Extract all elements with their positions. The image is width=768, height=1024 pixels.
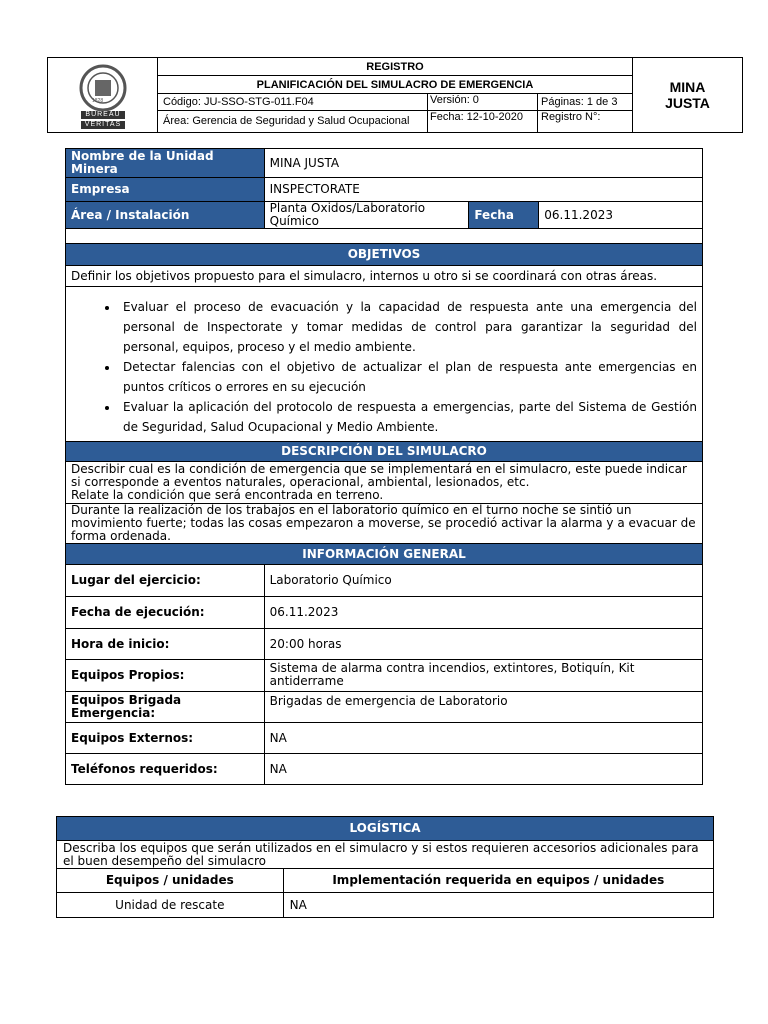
general-value: 20:00 horas — [264, 629, 702, 660]
paginas: Páginas: 1 de 3 — [538, 94, 633, 111]
codigo: Código: JU-SSO-STG-011.F04 — [158, 94, 428, 111]
objetivos-intro: Definir los objetivos propuesto para el simulacro, internos u otro si se coordinará con otras áreas. — [66, 266, 703, 287]
general-value: Laboratorio Químico — [264, 565, 702, 597]
objetivo-item: • Detectar falencias con el objetivo de actualizar el plan de respuesta ante emergencias en puntos críticos o errores en su ejecución — [119, 357, 697, 397]
general-value: NA — [264, 723, 702, 754]
objetivos-title: OBJETIVOS — [66, 244, 703, 266]
area: Área: Gerencia de Seguridad y Salud Ocupacional — [158, 111, 428, 132]
objetivos-list — [71, 297, 697, 437]
fecha-header: Fecha: 12-10-2020 — [428, 111, 538, 132]
general-value: NA — [264, 754, 702, 785]
logo-year: 1828 — [92, 98, 104, 104]
registro-numero: Registro N°: — [538, 111, 633, 132]
logistica-intro: Describa los equipos que serán utilizados en el simulacro y si estos requieren accesorios adicionales para el buen desempeño del simulacro — [57, 841, 714, 869]
descripcion-instruction-2: Relate la condición que será encontrada en terreno. — [71, 488, 384, 502]
area-label: Área / Instalación — [66, 202, 265, 229]
descripcion-title: DESCRIPCIÓN DEL SIMULACRO — [66, 442, 703, 462]
company-line-2: JUSTA — [665, 95, 710, 111]
general-label: Equipos Propios: — [66, 660, 265, 692]
general-label: Hora de inicio: — [66, 629, 265, 660]
spacer-row — [66, 229, 703, 244]
logistica-col-equipos: Equipos / unidades — [57, 869, 284, 893]
logistica-title: LOGÍSTICA — [57, 817, 714, 841]
general-value: Sistema de alarma contra incendios, extintores, Botiquín, Kit antiderrame — [264, 660, 702, 692]
unidad-value: MINA JUSTA — [264, 149, 702, 178]
descripcion-instruction-cell — [66, 462, 703, 504]
logo-text-veritas: VERITAS — [84, 121, 122, 128]
general-label: Equipos Externos: — [66, 723, 265, 754]
simulacro-form — [65, 148, 703, 785]
fecha-label: Fecha — [469, 202, 539, 229]
registro-label: REGISTRO — [158, 58, 633, 76]
descripcion-instruction: Describir cual es la condición de emergencia que se implementará en el simulacro, este puede indicar si corresponde a eventos naturales, operacional, ambiental, lesionados, etc. — [71, 462, 687, 489]
document-title: PLANIFICACIÓN DEL SIMULACRO DE EMERGENCIA — [158, 76, 633, 94]
logistica-table — [56, 816, 714, 918]
logo-cell — [48, 58, 158, 132]
document-header — [47, 57, 743, 133]
general-label: Equipos Brigada Emergencia: — [66, 692, 265, 723]
fecha-value: 06.11.2023 — [539, 202, 703, 229]
logo-text-bureau: BUREAU — [85, 111, 121, 118]
general-label: Fecha de ejecución: — [66, 597, 265, 629]
general-label: Lugar del ejercicio: — [66, 565, 265, 597]
version: Versión: 0 — [428, 94, 538, 111]
general-label: Teléfonos requeridos: — [66, 754, 265, 785]
general-value: Brigadas de emergencia de Laboratorio — [264, 692, 702, 723]
descripcion-text: Durante la realización de los trabajos en el laboratorio químico en el turno noche se sintió un movimiento fuerte; todas las cosas empezaron a moverse, se procedió activar la alarma y a evacuar de forma ordenada. — [66, 504, 703, 544]
logistica-implementacion: NA — [283, 893, 713, 918]
objetivo-item: • Evaluar la aplicación del protocolo de respuesta a emergencias, parte del Sistema de Gestión de Seguridad, Salud Ocupacional y Medio Ambiente. — [119, 397, 697, 437]
company-name — [633, 58, 742, 132]
objetivo-item: • Evaluar el proceso de evacuación y la capacidad de respuesta ante una emergencia del personal de Inspectorate y tomar medidas de control para garantizar la seguridad del personal, equipos, proceso y el medio ambiente. — [119, 297, 697, 357]
general-value: 06.11.2023 — [264, 597, 702, 629]
unidad-label: Nombre de la Unidad Minera — [66, 149, 265, 178]
general-title: INFORMACIÓN GENERAL — [66, 544, 703, 565]
area-value: Planta Oxidos/Laboratorio Químico — [264, 202, 469, 229]
logistica-col-implementacion: Implementación requerida en equipos / unidades — [283, 869, 713, 893]
company-line-1: MINA — [669, 79, 706, 95]
objetivos-list-cell — [66, 287, 703, 442]
logistica-equipo: Unidad de rescate — [57, 893, 284, 918]
empresa-value: INSPECTORATE — [264, 178, 702, 202]
empresa-label: Empresa — [66, 178, 265, 202]
